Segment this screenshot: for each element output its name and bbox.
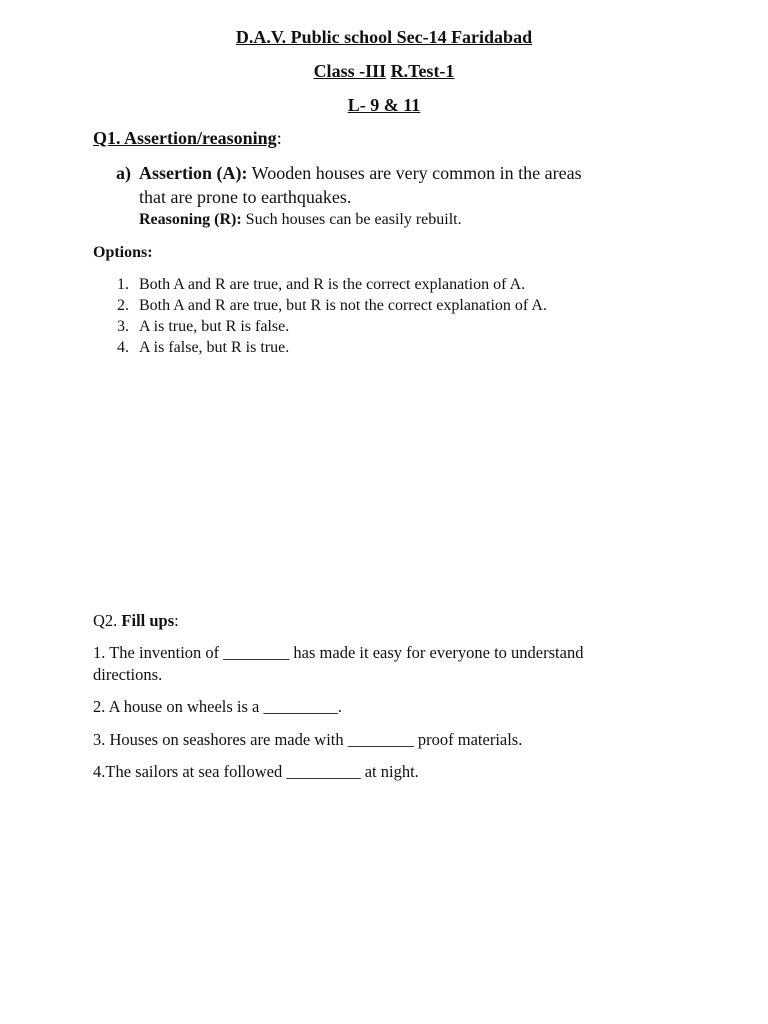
- school-title-text: D.A.V. Public school Sec-14 Faridabad: [235, 27, 533, 47]
- fill-item-3: 3. Houses on seashores are made with ________ proof materials.: [93, 730, 523, 749]
- q1-heading-text: Q1. Assertion/reasoning: [93, 128, 277, 148]
- class-test-title: [0, 61, 768, 82]
- option-number: 1.: [117, 276, 129, 293]
- q2-heading: [93, 611, 179, 631]
- lessons-text: L- 9 & 11: [347, 95, 421, 115]
- option-text: Both A and R are true, but R is not the correct explanation of A.: [139, 297, 547, 314]
- reasoning-text: Such houses can be easily rebuilt.: [241, 211, 462, 228]
- assertion-label: Assertion (A):: [139, 163, 248, 183]
- q2-heading-text: Fill ups: [121, 611, 175, 630]
- option-number: 4.: [117, 339, 129, 356]
- test-name: R.Test-1: [390, 61, 455, 81]
- options-label: Options:: [93, 244, 153, 261]
- q2-heading-colon: :: [174, 611, 179, 630]
- option-text: Both A and R are true, and R is the correct explanation of A.: [139, 276, 526, 293]
- option-number: 2.: [117, 297, 129, 314]
- option-number: 3.: [117, 318, 129, 335]
- fill-item-1-line-1: 1. The invention of ________ has made it easy for everyone to understand: [93, 643, 584, 662]
- reasoning-label: Reasoning (R):: [139, 211, 242, 228]
- assertion-line-2: that are prone to earthquakes.: [139, 187, 352, 207]
- class-level: III: [365, 61, 387, 81]
- option-text: A is true, but R is false.: [139, 318, 290, 335]
- lessons-title: [0, 95, 768, 116]
- fill-item-4: 4.The sailors at sea followed _________ at night.: [93, 762, 419, 781]
- q2-prefix: Q2.: [93, 611, 122, 630]
- assertion-text-1: Wooden houses are very common in the areas: [247, 163, 582, 183]
- reasoning-line: [139, 211, 462, 229]
- fill-item-1-line-2: directions.: [93, 665, 163, 684]
- q1-heading-colon: :: [276, 128, 282, 148]
- q1-item-marker: a): [116, 163, 131, 183]
- option-text: A is false, but R is true.: [139, 339, 290, 356]
- school-title: [0, 27, 768, 48]
- assertion-line-1: [139, 163, 582, 184]
- class-prefix: Class -: [313, 61, 366, 81]
- fill-item-2: 2. A house on wheels is a _________.: [93, 697, 342, 716]
- q1-heading: [93, 128, 282, 149]
